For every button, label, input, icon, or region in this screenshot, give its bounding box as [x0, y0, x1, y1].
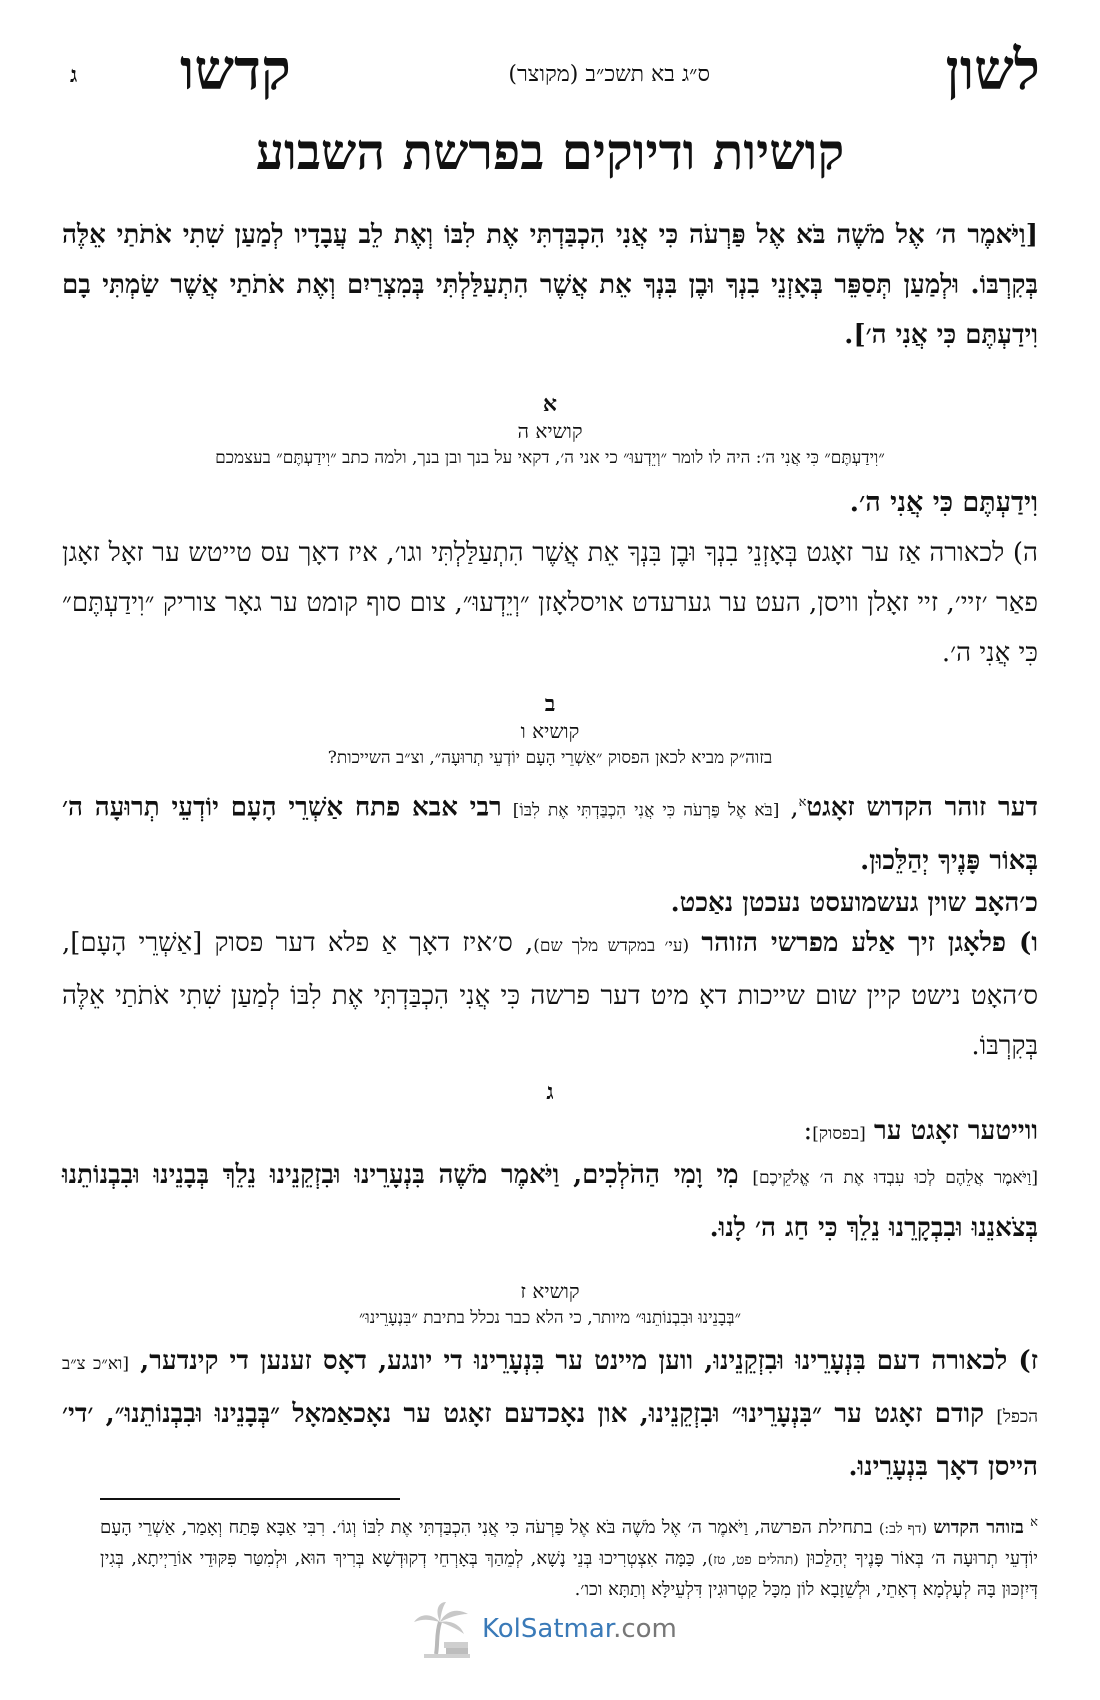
question-desc-5: ״וִידַעְתֶּם״ כִּי אֲנִי ה׳: היה לו לומר ״וְיֵדְעוּ״ כי אני ה׳, דקאי על בנך ובן בנך, ולמה כתב ״וִידַעְתֶּם״ בעצמכם [215, 448, 885, 468]
section-c-lead-colon: : [803, 1116, 813, 1146]
paragraph-6 [62, 918, 1038, 1071]
paragraph-7-rest: קודם זאָגט ער ״בִּנְעָרֵינוּ״ וּבִזְקֵנֵינוּ, און נאָכדעם זאָגט ער נאָכאַמאָל ״בְּבָנֵינוּ וּבִבְנוֹתֵנוּ״, ׳די׳ הייסן דאָך בִּנְעָרֵינוּ. [62, 1399, 1038, 1482]
section-c-lead-note: [בפסוק] [812, 1124, 866, 1144]
zohar-intro: דער זוהר הקדוש זאָגט [806, 792, 1038, 823]
footnote-source: בזוהר הקדוש [933, 1517, 1024, 1538]
site-logo [410, 1600, 680, 1660]
footnote-ref-mark: א [798, 795, 807, 810]
footnote-mark: א [1030, 1515, 1038, 1530]
zohar-bracket-ref: [בֹּא אֶל פַּרְעֹה כִּי אֲנִי הִכְבַּדְתִּי אֶת לִבּוֹ] [512, 800, 780, 821]
footnote-text-2: , כַּמָּה אִצְטְרִיכוּ בְּנֵי נָשָׁא, לְמֵהַךְ בְּאָרְחֵי דְקוּדְשָׁא בְּרִיךְ הוּא, וּלְמִטַּר פִּקּוּדֵי אוֹרַיְיתָא, בְּגִין דְּיִזְכּוּן בָּהּ לְעָלְמָא דְאָתֵי, וּלְשֵׁזָבָא לוֹן מִכָּל קַטְרוּגִין דִּלְעֵילָּא וְתַתָּא וכו׳. [100, 1548, 1038, 1600]
page-header [70, 38, 1040, 108]
paragraph-7 [62, 1336, 1038, 1492]
verse-mi-vami-text: מִי וָמִי הַהֹלְכִים, וַיֹּאמֶר מֹשֶׁה בִּנְעָרֵינוּ וּבִזְקֵנֵינוּ נֵלֵךְ בְּבָנֵינוּ וּבִבְנוֹתֵנוּ בְּצֹאנֵנוּ וּבִבְקָרֵנוּ נֵלֵךְ כִּי חַג ה׳ לָנוּ. [62, 1160, 1038, 1243]
logo-text [482, 1614, 677, 1644]
question-title-5: קושיא ה [517, 419, 583, 443]
paragraph-5: ה) לכאורה אַז ער זאָגט בְּאָזְנֵי בִנְךָ וּבֶן בִּנְךָ אֵת אֲשֶׁר הִתְעַלַּלְתִּי וגו׳, איז דאָך עס טייטש ער זאָל זאָגן פאַר ׳זיי׳, זיי זאָלן וויסן, העט ער גערעדט אויסלאָזן ״וְיֵדְעוּ״, צום סוף קומט ער גאָר צוריק ״וִידַעְתֶּם״ כִּי אֲנִי ה׳. [62, 538, 1038, 668]
zohar-quote: רבי אבא פתח אַשְׁרֵי הָעָם יוֹדְעֵי תְרוּעָה ה׳ בְּאוֹר פָּנֶיךָ יְהַלֵּכוּן. [62, 792, 1038, 876]
paragraph-6-start: ו) פלאָגן זיך אַלע מפרשי הזוהר [701, 928, 1038, 958]
section-letter-c: ג [546, 1079, 554, 1105]
header-title-word-2: קדשו [180, 37, 291, 103]
paragraph-7-start: ז) לכאורה דעם בִּנְעָרֵינוּ וּבִזְקֵנֵינוּ, ווען מיינט ער בִּנְעָרֵינוּ די יונגע, דאָס זענען די קינדער, [140, 1346, 1038, 1376]
question-title-6: קושיא ו [520, 719, 580, 743]
heard-remark: כ׳האָב שוין געשמועסט נעכטן נאַכט. [670, 888, 1038, 918]
section-c-lead-text: ווייטער זאָגט ער [874, 1116, 1038, 1146]
footnote-ref-2: (תהלים פט, טז) [707, 1552, 799, 1568]
page-number: ג [70, 62, 78, 88]
logo-suffix: .com [613, 1614, 677, 1644]
palm-tree-book-icon [410, 1600, 474, 1660]
logo-name: KolSatmar [482, 1614, 614, 1644]
question-desc-7: ״בְּבָנֵינוּ וּבִבְנוֹתֵנוּ״ מיותר, כי הלא כבר נכלל בתיבת ״בִּנְעָרֵינוּ״ [358, 1308, 742, 1328]
header-issue-info: ס״ג בא תשכ״ב (מקוצר) [508, 62, 710, 87]
footnote-ref: (דף לב:) [878, 1521, 927, 1537]
question-desc-6: בזוה״ק מביא לכאן הפסוק ״אַשְׁרֵי הָעָם יוֹדְעֵי תְרוּעָה״, וצ״ב השייכות? [327, 748, 773, 768]
verse-mi-vami-bracket: [וַיֹּאמֶר אֲלֵהֶם לְכוּ עִבְדוּ אֶת ה׳ אֱלֹקֵיכֶם] [752, 1168, 1038, 1188]
section-letter-a: א [542, 391, 558, 417]
header-title-word-1: לשון [945, 37, 1040, 103]
footnote [100, 1508, 1038, 1604]
paragraph-7-ref: [וא״כ צ״ב הכפל] [62, 1354, 1038, 1427]
question-title-7: קושיא ז [520, 1279, 580, 1303]
page-title: קושיות ודיוקים בפרשת השבוע [255, 122, 845, 181]
paragraph-6-rest: , ס׳איז דאָך אַ פלא דער פסוק [אַשְׁרֵי הָעָם], ס׳האָט נישט קיין שום שייכות דאָ מיט דער פרשה כִּי אֲנִי הִכְבַּדְתִּי אֶת לִבּוֹ לְמַעַן שִׁתִי אֹתֹתַי אֵלֶּה בְּקִרְבּוֹ. [62, 928, 1038, 1061]
verse-mi-vami [62, 1150, 1038, 1253]
intro-verse: [וַיֹּאמֶר ה׳ אֶל מֹשֶׁה בֹּא אֶל פַּרְעֹה כִּי אֲנִי הִכְבַּדְתִּי אֶת לִבּוֹ וְאֶת לֵב עֲבָדָיו לְמַעַן שִׁתִי אֹתֹתַי אֵלֶּה בְּקִרְבּוֹ. וּלְמַעַן תְּסַפֵּר בְּאָזְנֵי בִנְךָ וּבֶן בִּנְךָ אֵת אֲשֶׁר הִתְעַלַּלְתִּי בְּמִצְרַיִם וְאֶת אֹתֹתַי אֲשֶׁר שַׂמְתִּי בָם וִידַעְתֶּם כִּי אֲנִי ה׳]. [62, 220, 1038, 350]
verse-vidatem: וִידַעְתֶּם כִּי אֲנִי ה׳. [849, 487, 1038, 518]
footnote-divider [100, 1498, 400, 1500]
section-letter-b: ב [544, 691, 556, 717]
zohar-quote-paragraph: דער זוהר הקדוש זאָגט$^א$, [בֹּא אֶל פַּרְעֹה כִּי אֲנִי הִכְבַּדְתִּי אֶת לִבּוֹ] רבי אבא פתח אַשְׁרֵי הָעָם יוֹדְעֵי תְרוּעָה ה׳ בְּאוֹר פָּנֶיךָ יְהַלֵּכוּן. [62, 792, 1038, 876]
paragraph-6-ref: (עי׳ במקדש מלך שם) [533, 936, 690, 956]
footnote-text: בתחילת הפרשה, וַיֹּאמֶר ה׳ אֶל מֹשֶׁה בֹּא אֶל פַּרְעֹה כִּי אֲנִי הִכְבַּדְתִּי אֶת לִבּוֹ וְגוֹ׳. רִבִּי אַבָּא פָּתַח וְאָמַר, אַשְׁרֵי הָעָם יוֹדְעֵי תְרוּעָה ה׳ בְּאוֹר פָּנֶיךָ יְהַלֵּכוּן [100, 1517, 1038, 1569]
